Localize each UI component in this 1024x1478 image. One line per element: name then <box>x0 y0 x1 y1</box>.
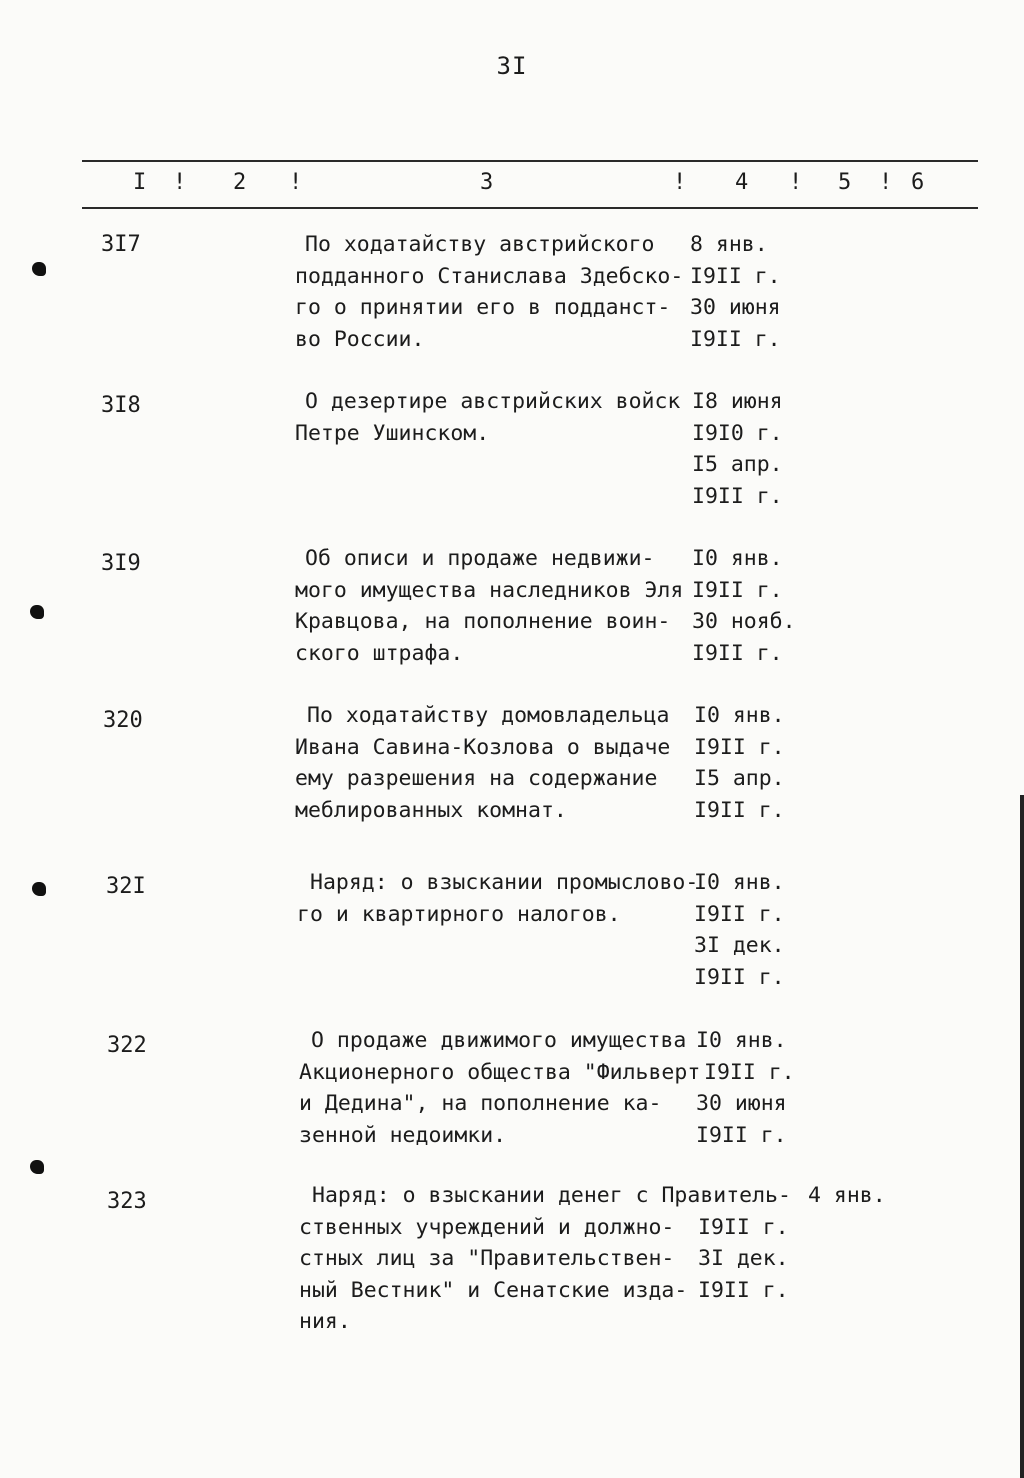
binding-hole-mark <box>32 882 46 896</box>
description-line: О продаже движимого имущества <box>311 1028 687 1053</box>
header-separator: ! <box>879 170 893 195</box>
date-line: I9II г. <box>692 483 783 509</box>
date-line: I9II г. <box>690 326 781 352</box>
date-line: I0 янв. <box>694 870 785 895</box>
description-line: ему разрешения на содержание <box>295 766 658 791</box>
date-line: I5 апр. <box>692 452 783 477</box>
description-line: Кравцова, на пополнение воин- <box>295 609 671 634</box>
record-description <box>295 700 670 826</box>
header-col-6: 6 <box>911 170 925 195</box>
date-line: I9II г. <box>692 577 783 603</box>
description-line: ственных учреждений и должно- <box>299 1214 675 1240</box>
record-number: 3I9 <box>101 551 141 576</box>
description-line: во России. <box>295 326 425 352</box>
page-number: 3I <box>496 52 528 80</box>
record-description <box>299 1025 700 1151</box>
description-line: стных лиц за "Правительствен- <box>299 1246 675 1271</box>
binding-hole-mark <box>32 262 46 276</box>
table-header-bottom-rule <box>82 207 978 209</box>
description-line: ского штрафа. <box>295 640 464 666</box>
header-col-4: 4 <box>735 170 749 195</box>
description-line: Наряд: о взыскании промыслово- <box>310 870 699 895</box>
date-line: I9II г. <box>694 901 785 927</box>
date-line: I9II г. <box>694 964 785 990</box>
header-separator: ! <box>673 170 687 195</box>
date-line: I9II г. <box>692 640 783 666</box>
header-separator: ! <box>173 170 187 195</box>
description-line: По ходатайству домовладельца <box>307 703 670 728</box>
record-dates <box>694 867 785 993</box>
date-line: I9I0 г. <box>692 420 783 446</box>
description-line: подданного Станислава Здебско- <box>295 263 684 289</box>
record-dates <box>698 1180 886 1306</box>
record-number: 320 <box>103 708 143 733</box>
date-line: 3I дек. <box>694 933 785 958</box>
record-dates <box>692 543 796 669</box>
date-line: I9II г. <box>704 1059 795 1085</box>
record-dates <box>696 1025 795 1151</box>
description-line: го о принятии его в подданст- <box>295 295 671 320</box>
description-line: и Дедина", на пополнение ка- <box>299 1091 662 1116</box>
date-line: I9II г. <box>694 734 785 760</box>
date-line: 30 нояб. <box>692 609 796 634</box>
description-line: Наряд: о взыскании денег с Правитель- <box>312 1183 791 1208</box>
date-line: I9II г. <box>696 1122 787 1148</box>
record-number: 323 <box>107 1189 147 1214</box>
header-col-5: 5 <box>838 170 852 195</box>
description-line: ный Вестник" и Сенатские изда- <box>299 1277 688 1303</box>
binding-hole-mark <box>30 1160 44 1174</box>
description-line: О дезертире австрийских войск <box>305 389 681 414</box>
date-line: 4 янв. <box>808 1183 886 1208</box>
header-col-1: I <box>133 170 147 195</box>
table-header-top-rule <box>82 160 978 162</box>
date-line: I9II г. <box>698 1277 789 1303</box>
date-line: I9II г. <box>698 1214 789 1240</box>
description-line: Акционерного общества "Фильверт <box>299 1059 701 1085</box>
description-line: зенной недоимки. <box>299 1122 507 1148</box>
description-line: меблированных комнат. <box>295 797 567 823</box>
description-line: ния. <box>299 1309 351 1334</box>
date-line: 3I дек. <box>698 1246 789 1271</box>
description-line: По ходатайству австрийского <box>305 232 655 257</box>
date-line: I5 апр. <box>694 766 785 791</box>
date-line: I0 янв. <box>694 703 785 728</box>
date-line: 30 июня <box>696 1091 787 1116</box>
date-line: 8 янв. <box>690 232 768 257</box>
header-col-3: 3 <box>480 170 494 195</box>
date-line: I8 июня <box>692 389 783 414</box>
date-line: I0 янв. <box>696 1028 787 1053</box>
binding-hole-mark <box>30 605 44 619</box>
record-description <box>295 229 683 355</box>
record-number: 3I7 <box>101 232 141 257</box>
record-description <box>297 867 698 930</box>
description-line: Петре Ушинском. <box>295 420 490 446</box>
date-line: I0 янв. <box>692 546 783 571</box>
record-dates <box>694 700 785 826</box>
record-number: 32I <box>106 874 146 899</box>
record-description <box>295 386 680 449</box>
description-line: Об описи и продаже недвижи- <box>305 546 655 571</box>
record-number: 3I8 <box>101 393 141 418</box>
header-col-2: 2 <box>233 170 247 195</box>
header-separator: ! <box>289 170 303 195</box>
record-number: 322 <box>107 1033 147 1058</box>
date-line: I9II г. <box>690 263 781 289</box>
description-line: го и квартирного налогов. <box>297 901 621 927</box>
date-line: 30 июня <box>690 295 781 320</box>
record-dates <box>692 386 783 512</box>
scan-edge-line <box>1020 795 1024 1478</box>
record-dates <box>690 229 781 355</box>
date-line: I9II г. <box>694 797 785 823</box>
record-description <box>295 543 683 669</box>
header-separator: ! <box>789 170 803 195</box>
description-line: мого имущества наследников Эля <box>295 577 684 603</box>
description-line: Ивана Савина-Козлова о выдаче <box>295 734 671 760</box>
